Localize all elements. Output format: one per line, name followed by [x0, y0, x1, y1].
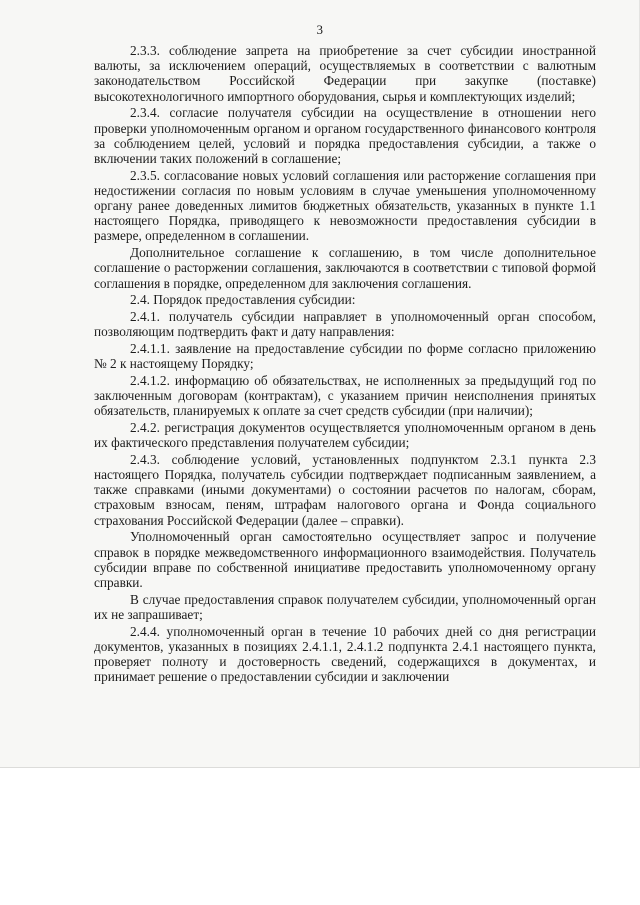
paragraph-2-3-4: 2.3.4. согласие получателя субсидии на осуществление в отношении него проверки уполномоченным органом и органом государственного финансового контроля за соблюдением целей, условий и порядка предоставления субсидии, а также о включении таких положений в соглашение; — [94, 105, 596, 166]
paragraph-interagency-request: Уполномоченный орган самостоятельно осуществляет запрос и получение справок в порядке межведомственного информационного взаимодействия. Получатель субсидии вправе по собственной инициативе предоставить уполномоченному органу справки. — [94, 529, 596, 590]
paragraph-2-4-4: 2.4.4. уполномоченный орган в течение 10 рабочих дней со дня регистрации документов, указанных в позициях 2.4.1.1, 2.4.1.2 подпункта 2.4.1 настоящего пункта, проверяет полноту и достоверность сведений, содержащихся в документах, и принимает решение о предоставлении субсидии и заключении — [94, 623, 596, 685]
paragraph-additional-agreement: Дополнительное соглашение к соглашению, в том числе дополнительное соглашение о расторжении соглашения, заключаются в соответствии с типовой формой соглашения в порядке, определенном для заключения соглашения. — [94, 245, 596, 291]
paragraph-2-4-1-2: 2.4.1.2. информацию об обязательствах, не исполненных за предыдущий год по заключенным договорам (контрактам), с указанием причин неисполнения принятых обязательств, планируемых к оплате за счет средств субсидии (при наличии); — [94, 372, 596, 419]
paragraph-2-4-1-1: 2.4.1.1. заявление на предоставление субсидии по форме согласно приложению № 2 к настоящему Порядку; — [94, 340, 596, 372]
page-number: 3 — [316, 22, 324, 37]
document-body — [94, 43, 596, 686]
paragraph-2-3-5: 2.3.5. согласование новых условий соглашения или расторжение соглашения при недостижении согласия по новым условиям в случае уменьшения уполномоченному органу ранее доведенных лимитов бюджетных обязательств, указанных в пункте 1.1 настоящего Порядка, приводящего к невозможности предоставления субсидии в размере, определенном в соглашении. — [94, 167, 596, 244]
paragraph-2-4-3: 2.4.3. соблюдение условий, установленных подпунктом 2.3.1 пункта 2.3 настоящего Порядка, получатель субсидии подтверждает подписанным заявлением, а также справками (иными документами) о состоянии расчетов по налогам, сборам, страховым взносам, пеням, штрафам налогового органа и Фонда социального страхования Российской Федерации (далее – справки). — [94, 451, 596, 528]
paragraph-2-4-2: 2.4.2. регистрация документов осуществляется уполномоченным органом в день их фактического представления получателем субсидии; — [94, 419, 596, 451]
paragraph-not-requested: В случае предоставления справок получателем субсидии, уполномоченный орган их не запрашивает; — [94, 591, 596, 622]
paragraph-2-3-3: 2.3.3. соблюдение запрета на приобретение за счет субсидии иностранной валюты, за исключением операций, осуществляемых в соответствии с валютным законодательством Российской Федерации при закупке (поставке) высокотехнологичного импортного оборудования, сырья и комплектующих изделий; — [94, 43, 596, 104]
paragraph-2-4-1: 2.4.1. получатель субсидии направляет в уполномоченный орган способом, позволяющим подтвердить факт и дату направления: — [94, 308, 596, 340]
paragraph-2-4: 2.4. Порядок предоставления субсидии: — [130, 292, 356, 308]
